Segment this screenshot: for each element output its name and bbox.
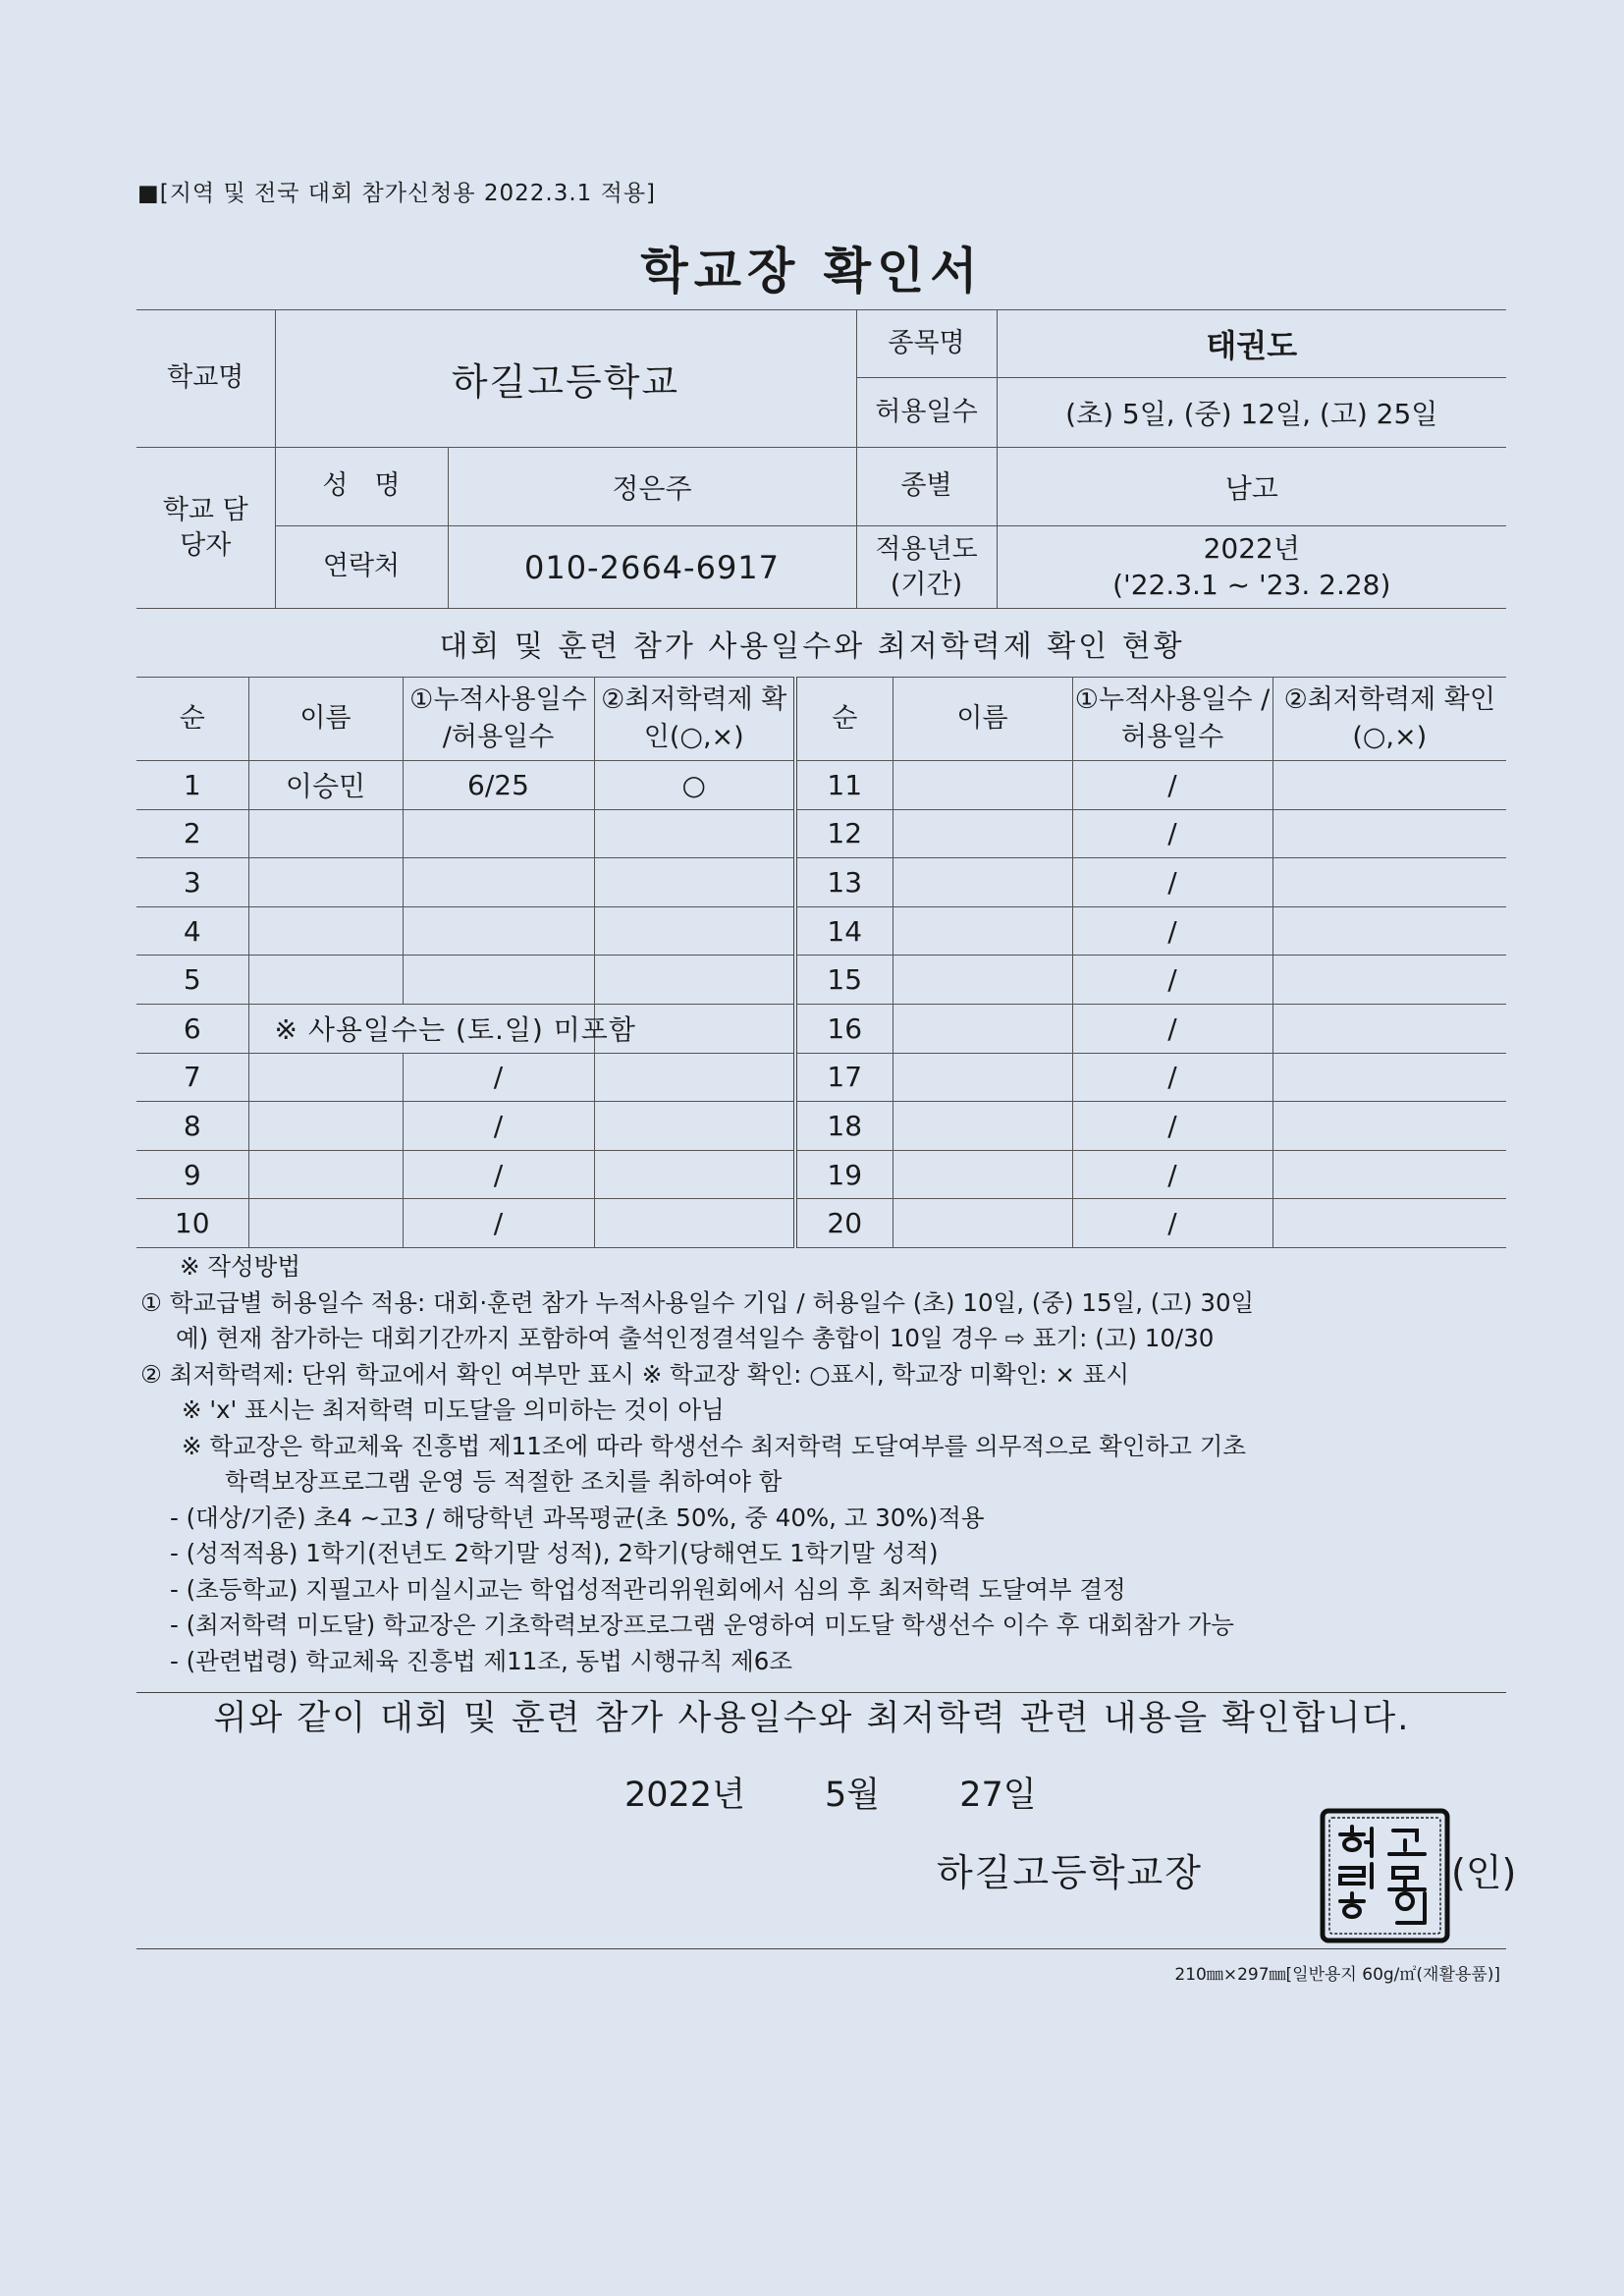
table-row	[136, 1199, 1506, 1248]
table-row	[136, 1004, 1506, 1053]
instruction-line: - (대상/기준) 초4 ~고3 / 해당학년 과목평균(초 50%, 중 40%, 고 30%)적용	[170, 1503, 985, 1532]
row-check	[594, 809, 795, 858]
contact-value: 010-2664-6917	[448, 526, 856, 609]
table-row	[136, 956, 1506, 1005]
row-days: /	[1072, 1053, 1272, 1102]
contact-label: 연락처	[275, 526, 448, 609]
table-row	[136, 858, 1506, 907]
row-check	[594, 1102, 795, 1151]
instruction-line: - (성적적용) 1학기(전년도 2학기말 성적), 2학기(당해연도 1학기말 성적)	[170, 1539, 939, 1567]
days-value: (초) 5일, (중) 12일, (고) 25일	[997, 378, 1506, 448]
bottom-divider	[136, 1948, 1506, 1949]
instruction-line: ※ 작성방법	[180, 1252, 300, 1281]
row-days: /	[1072, 1199, 1272, 1248]
row-check	[1272, 1102, 1506, 1151]
row-number: 12	[795, 809, 893, 858]
instructions	[136, 1249, 1506, 1679]
row-days: /	[1072, 809, 1272, 858]
row-days: /	[1072, 761, 1272, 810]
header-check-left: ②최저학력제 확인(○,×)	[594, 678, 795, 761]
row-check	[1272, 809, 1506, 858]
header-name-left: 이름	[248, 678, 403, 761]
sport-value: 태권도	[997, 310, 1506, 378]
row-number: 16	[795, 1004, 893, 1053]
row-name	[248, 1150, 403, 1199]
row-number: 6	[136, 1004, 248, 1053]
row-number: 3	[136, 858, 248, 907]
row-name	[893, 1102, 1072, 1151]
table-row	[136, 1102, 1506, 1151]
table-row	[136, 809, 1506, 858]
instruction-line: ② 최저학력제: 단위 학교에서 확인 여부만 표시 ※ 학교장 확인: ○표시, 학교장 미확인: × 표시	[140, 1359, 1129, 1389]
row-check	[594, 1150, 795, 1199]
row-name	[248, 906, 403, 956]
table-row	[136, 906, 1506, 956]
row-name	[893, 1004, 1072, 1053]
row-days: /	[1072, 956, 1272, 1005]
row-name	[893, 809, 1072, 858]
header-note: ■[지역 및 전국 대회 참가신청용 2022.3.1 적용]	[137, 181, 657, 206]
section-title: 대회 및 훈련 참가 사용일수와 최저학력제 확인 현황	[439, 629, 1185, 664]
roster-table	[136, 677, 1506, 1248]
row-days: /	[1072, 1150, 1272, 1199]
row-number: 11	[795, 761, 893, 810]
row-name	[893, 956, 1072, 1005]
row-days	[403, 906, 594, 956]
instruction-line: ※ 'x' 표시는 최저학력 미도달을 의미하는 것이 아님	[182, 1395, 725, 1424]
row-number: 5	[136, 956, 248, 1005]
row-days	[403, 858, 594, 907]
name-value: 정은주	[448, 448, 856, 526]
row-name	[248, 1199, 403, 1248]
days-label: 허용일수	[856, 378, 997, 448]
table-row	[136, 1150, 1506, 1199]
row-days	[403, 809, 594, 858]
row-check	[594, 956, 795, 1005]
row-number: 17	[795, 1053, 893, 1102]
instruction-line: - (초등학교) 지필고사 미실시교는 학업성적관리위원회에서 심의 후 최저학력 도달여부 결정	[170, 1574, 1126, 1604]
header-name-right: 이름	[893, 678, 1072, 761]
footer-note: 210㎜×297㎜[일반용지 60g/㎡(재활용품)]	[1174, 1965, 1500, 1985]
instruction-line: ※ 학교장은 학교체육 진흥법 제11조에 따라 학생선수 최저학력 도달여부를 의무적으로 확인하고 기초	[182, 1431, 1247, 1460]
row-check	[594, 906, 795, 956]
row-check	[594, 1199, 795, 1248]
row-days: /	[1072, 1102, 1272, 1151]
date-month: 5월	[825, 1776, 881, 1815]
row-days: /	[403, 1053, 594, 1102]
row-number: 20	[795, 1199, 893, 1248]
row-days	[403, 956, 594, 1005]
row-name: 이승민	[248, 761, 403, 810]
manager-label: 학교 담당자	[136, 448, 275, 609]
date	[624, 1768, 1076, 1817]
row-number: 9	[136, 1150, 248, 1199]
header-no-left: 순	[136, 678, 248, 761]
row-check: ○	[594, 761, 795, 810]
row-days: /	[403, 1150, 594, 1199]
date-year: 2022년	[624, 1776, 745, 1815]
row-check	[1272, 858, 1506, 907]
instruction-line: 학력보장프로그램 운영 등 적절한 조치를 취하여야 함	[225, 1467, 783, 1496]
row-number: 13	[795, 858, 893, 907]
row-number: 4	[136, 906, 248, 956]
row-number: 7	[136, 1053, 248, 1102]
row-number: 2	[136, 809, 248, 858]
sport-label: 종목명	[856, 310, 997, 378]
category-label: 종별	[856, 448, 997, 526]
year-value: 2022년	[1203, 532, 1300, 566]
row-name	[248, 809, 403, 858]
row-check	[1272, 1053, 1506, 1102]
row-number: 14	[795, 906, 893, 956]
row-name	[893, 906, 1072, 956]
row-days: /	[403, 1102, 594, 1151]
header-days-left: ①누적사용일수 /허용일수	[403, 678, 594, 761]
instruction-line: ① 학교급별 허용일수 적용: 대회·훈련 참가 누적사용일수 기입 / 허용일수 (초) 10일, (중) 15일, (고) 30일	[140, 1287, 1255, 1317]
usage-days-note: ※ 사용일수는 (토.일) 미포함	[248, 1004, 594, 1053]
row-check	[1272, 1199, 1506, 1248]
row-name	[248, 858, 403, 907]
date-day: 27일	[959, 1776, 1037, 1815]
year-cell	[997, 526, 1506, 609]
row-number: 15	[795, 956, 893, 1005]
row-name	[248, 956, 403, 1005]
table-row	[136, 1053, 1506, 1102]
category-value: 남고	[997, 448, 1506, 526]
row-check	[1272, 1004, 1506, 1053]
year-label: 적용년도 (기간)	[856, 526, 997, 609]
instruction-line: - (최저학력 미도달) 학교장은 기초학력보장프로그램 운영하여 미도달 학생선수 이수 후 대회참가 가능	[170, 1611, 1234, 1639]
row-name	[893, 1199, 1072, 1248]
row-number: 1	[136, 761, 248, 810]
row-name	[248, 1053, 403, 1102]
header-days-right: ①누적사용일수 /허용일수	[1072, 678, 1272, 761]
row-number: 8	[136, 1102, 248, 1151]
info-table	[136, 309, 1506, 609]
name-label: 성 명	[275, 448, 448, 526]
row-days: /	[403, 1199, 594, 1248]
row-days: /	[1072, 906, 1272, 956]
period-value: ('22.3.1 ~ '23. 2.28)	[1112, 568, 1391, 601]
row-days: /	[1072, 858, 1272, 907]
header-no-right: 순	[795, 678, 893, 761]
row-check	[1272, 906, 1506, 956]
confirmation-text: 위와 같이 대회 및 훈련 참가 사용일수와 최저학력 관련 내용을 확인합니다.	[213, 1699, 1411, 1738]
row-name	[893, 761, 1072, 810]
row-check	[1272, 1150, 1506, 1199]
school-seal-stamp	[1319, 1807, 1451, 1944]
row-check	[594, 1053, 795, 1102]
row-name	[893, 1150, 1072, 1199]
row-name	[893, 1053, 1072, 1102]
signer-suffix: (인)	[1451, 1851, 1517, 1894]
row-check	[1272, 956, 1506, 1005]
row-check	[594, 858, 795, 907]
row-number: 18	[795, 1102, 893, 1151]
row-name	[893, 858, 1072, 907]
row-number: 19	[795, 1150, 893, 1199]
row-days: /	[1072, 1004, 1272, 1053]
table-row	[136, 761, 1506, 810]
signer-name: 하길고등학교장	[937, 1851, 1203, 1894]
row-name	[248, 1102, 403, 1151]
row-number: 10	[136, 1199, 248, 1248]
instruction-line: - (관련법령) 학교체육 진흥법 제11조, 동법 시행규칙 제6조	[170, 1646, 793, 1675]
row-days: 6/25	[403, 761, 594, 810]
instruction-line: 예) 현재 참가하는 대회기간까지 포함하여 출석인정결석일수 총합이 10일 경우 ⇨ 표기: (고) 10/30	[176, 1324, 1215, 1352]
row-check	[1272, 761, 1506, 810]
header-check-right: ②최저학력제 확인(○,×)	[1272, 678, 1506, 761]
school-name: 하길고등학교	[275, 310, 856, 448]
school-label: 학교명	[136, 310, 275, 448]
document-title: 학교장 확인서	[640, 243, 984, 300]
